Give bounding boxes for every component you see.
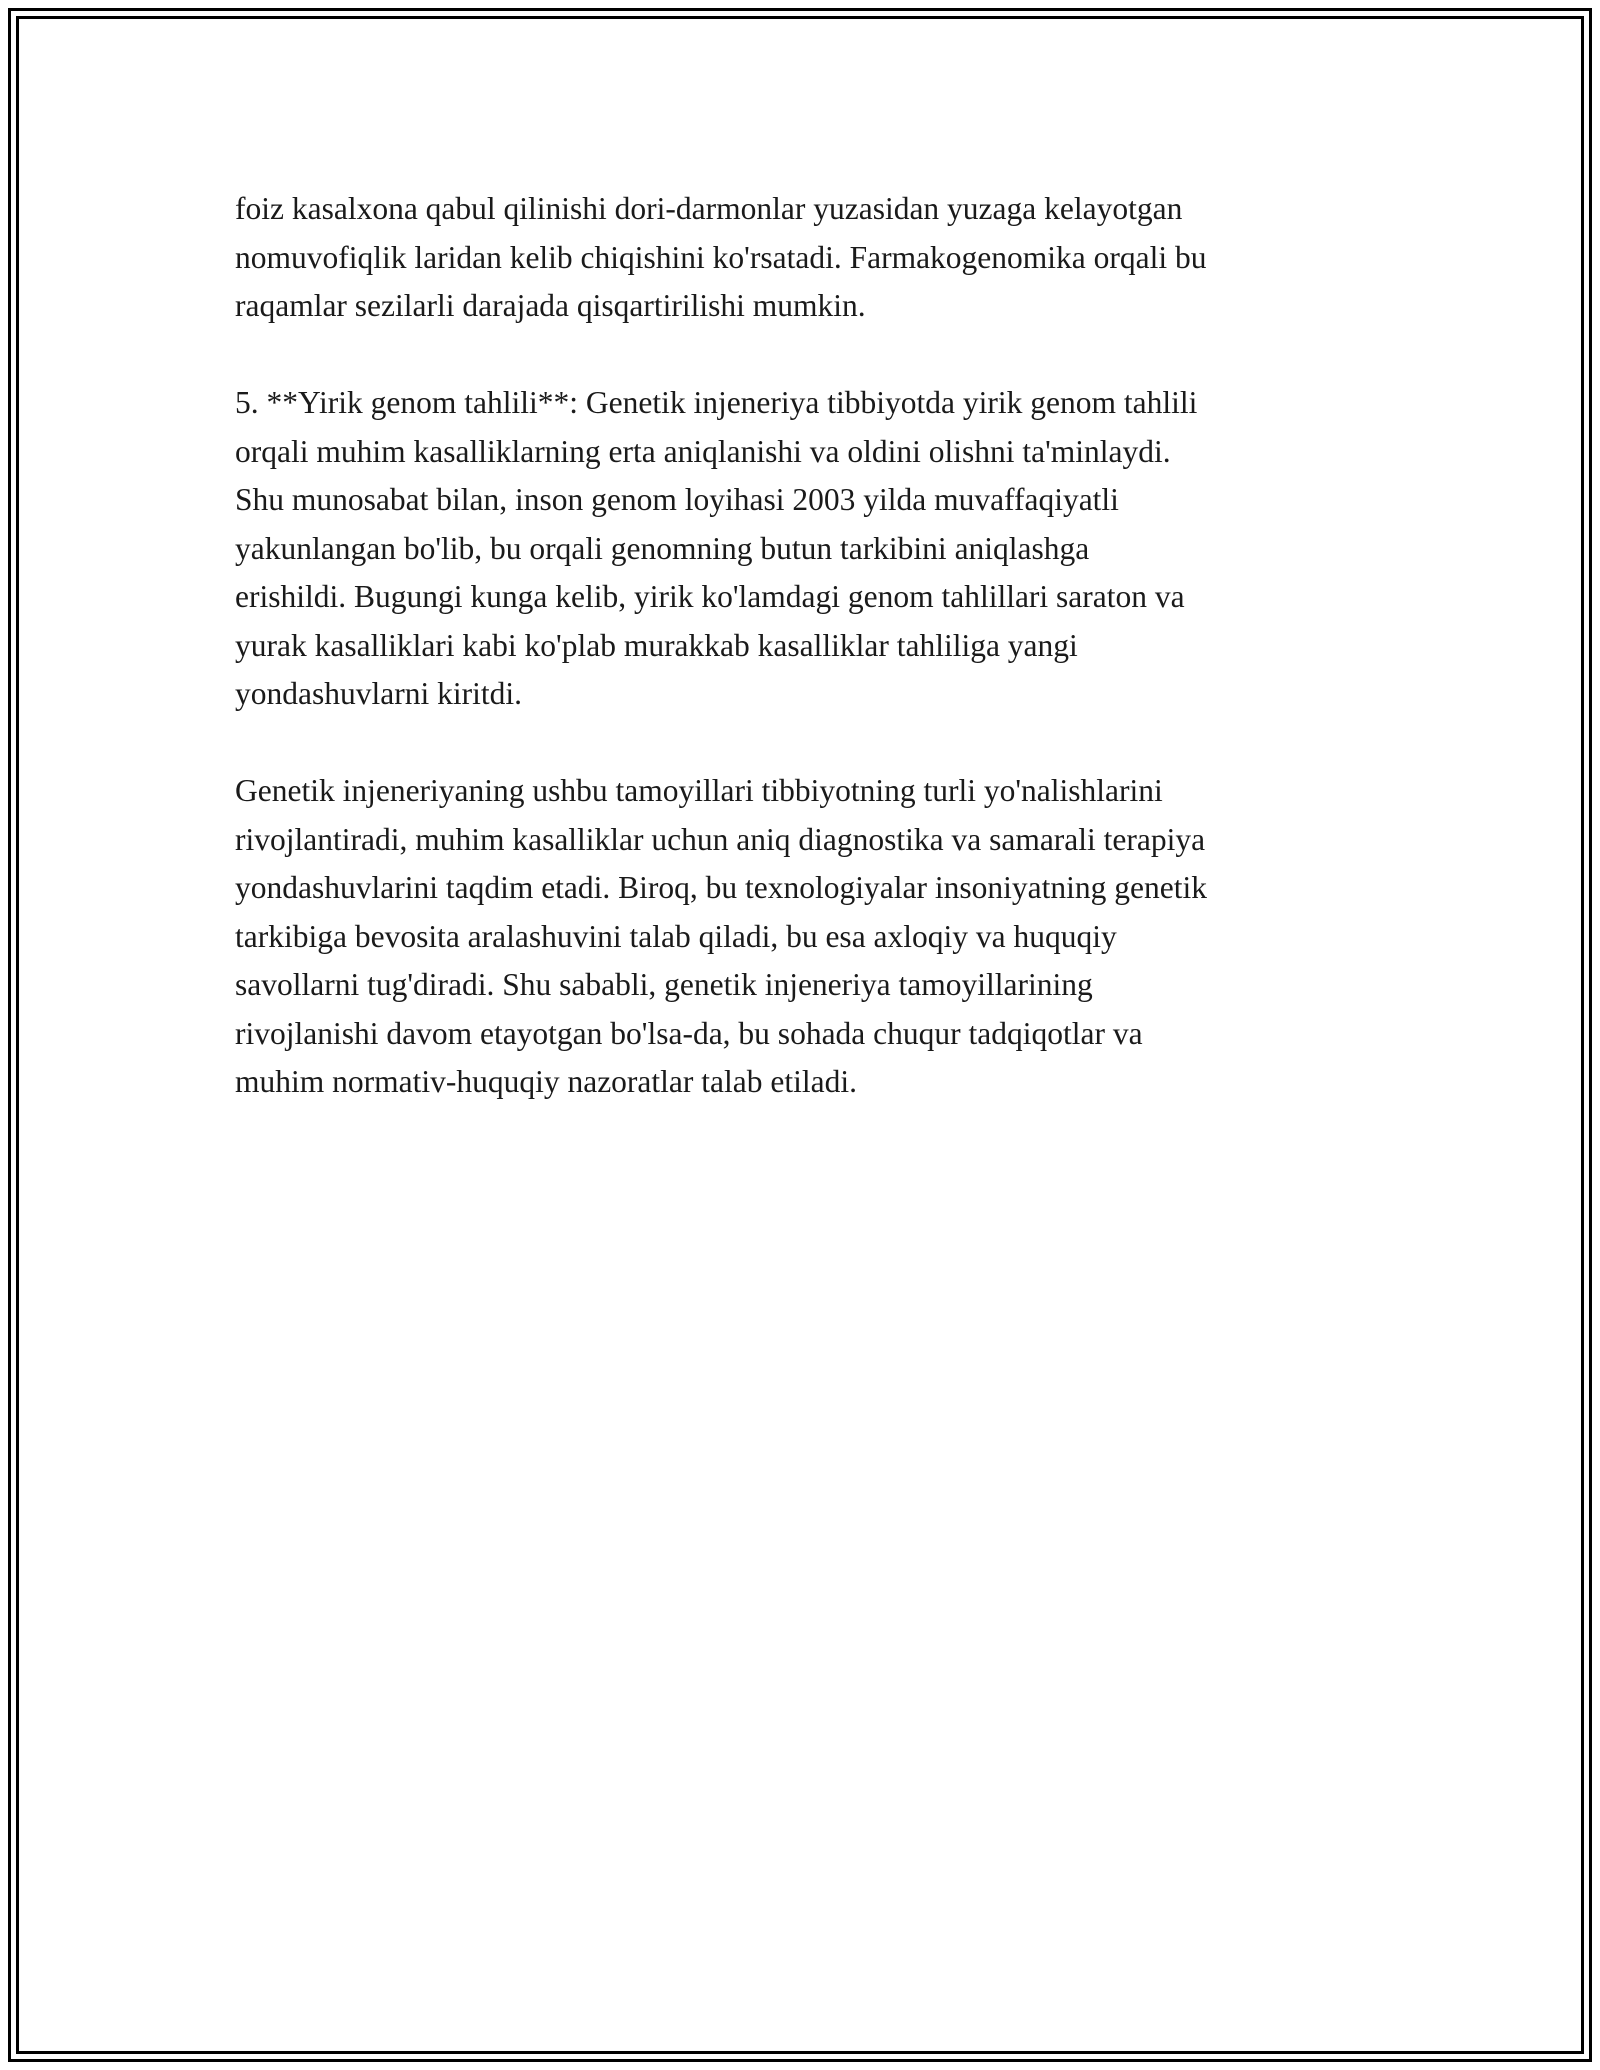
text-line: orqali muhim kasalliklarning erta aniqlanishi va oldini olishni ta'minlaydi. (235, 433, 1171, 469)
text-line: nomuvofiqlik laridan kelib chiqishini ko'rsatadi. Farmakogenomika orqali bu (235, 239, 1207, 275)
text-line: muhim normativ-huquqiy nazoratlar talab etiladi. (235, 1064, 857, 1099)
text-line: yondashuvlarni kiritdi. (235, 676, 522, 711)
paragraph-conclusion (235, 767, 1385, 1107)
text-line: rivojlanishi davom etayotgan bo'lsa-da, bu sohada chuqur tadqiqotlar va (235, 1015, 1143, 1051)
text-line: savollarni tug'diradi. Shu sababli, genetik injeneriya tamoyillarining (235, 967, 1093, 1002)
text-line: 5. **Yirik genom tahlili**: Genetik injeneriya tibbiyotda yirik genom tahlili (235, 385, 1198, 420)
text-line: yondashuvlarini taqdim etadi. Biroq, bu texnologiyalar insoniyatning genetik (235, 870, 1207, 905)
text-line: yakunlangan bo'lib, bu orqali genomning butun tarkibini aniqlashga (235, 530, 1090, 566)
text-line: Genetik injeneriyaning ushbu tamoyillari tibbiyotning turli yo'nalishlarini (235, 773, 1163, 808)
text-line: tarkibiga bevosita aralashuvini talab qiladi, bu esa axloqiy va huquqiy (235, 918, 1117, 954)
paragraph-genome-analysis (235, 379, 1385, 719)
text-line: yurak kasalliklari kabi ko'plab murakkab kasalliklar tahliliga yangi (235, 627, 1078, 663)
text-line: raqamlar sezilarli darajada qisqartirilishi mumkin. (235, 288, 866, 323)
paragraph-pharmacogenomics-continued (235, 185, 1385, 331)
text-line: Shu munosabat bilan, inson genom loyihasi 2003 yilda muvaffaqiyatli (235, 482, 1119, 517)
text-line: foiz kasalxona qabul qilinishi dori-darmonlar yuzasidan yuzaga kelayotgan (235, 191, 1183, 226)
document-body (235, 185, 1385, 1107)
text-line: erishildi. Bugungi kunga kelib, yirik ko'lamdagi genom tahlillari saraton va (235, 579, 1185, 614)
text-line: rivojlantiradi, muhim kasalliklar uchun aniq diagnostika va samarali terapiya (235, 821, 1206, 857)
